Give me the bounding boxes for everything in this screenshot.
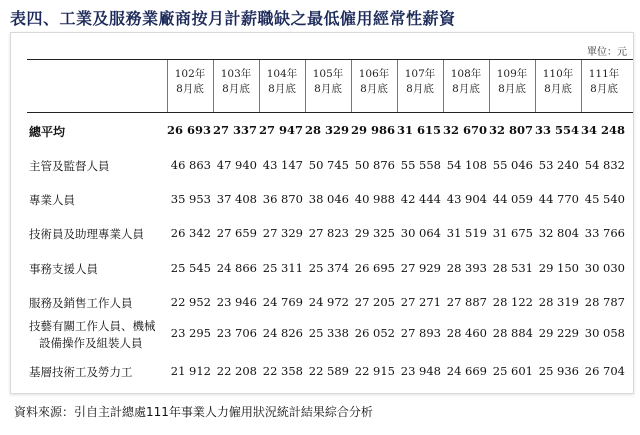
table-cell: 29 325 (354, 226, 395, 240)
table-title: 表四、工業及服務業廠商按月計薪職缺之最低僱用經常性薪資 (10, 9, 456, 28)
table-cell: 33 766 (584, 226, 625, 240)
salary-table (10, 32, 634, 394)
table-cell: 50 876 (354, 158, 395, 172)
table-cell: 30 058 (584, 326, 625, 340)
table-cell: 46 863 (170, 158, 211, 172)
table-cell: 26 342 (170, 226, 211, 240)
unit-label: 單位：元 (587, 47, 627, 58)
row-label (29, 318, 156, 352)
table-cell: 53 240 (538, 158, 579, 172)
table-cell: 28 329 (304, 123, 349, 137)
table-cell: 29 150 (538, 261, 579, 275)
table-cell: 30 064 (400, 226, 441, 240)
table-cell: 28 884 (492, 326, 533, 340)
row-label (29, 226, 144, 242)
table-cell: 45 540 (584, 192, 625, 206)
column-header: 103年 8月底 (220, 68, 252, 95)
table-cell: 23 295 (170, 326, 211, 340)
table-cell: 26 704 (584, 364, 625, 378)
table-cell: 24 826 (262, 326, 303, 340)
table-cell: 42 444 (400, 192, 441, 206)
row-label-line: 總平均 (29, 125, 66, 139)
table-cell: 47 940 (216, 158, 257, 172)
table-cell: 28 393 (446, 261, 487, 275)
table-cell: 23 948 (400, 364, 441, 378)
table-cell: 22 208 (216, 364, 257, 378)
row-label (29, 364, 133, 380)
row-label-line: 主管及監督人員 (29, 159, 110, 173)
row-label-line: 事務支援人員 (29, 262, 98, 276)
table-cell: 43 147 (262, 158, 303, 172)
table-cell: 24 972 (308, 295, 349, 309)
table-cell: 32 804 (538, 226, 579, 240)
row-label (29, 158, 110, 174)
table-cell: 35 953 (170, 192, 211, 206)
table-cell: 27 337 (212, 123, 257, 137)
header-rule (27, 112, 633, 113)
table-cell: 27 893 (400, 326, 441, 340)
table-cell: 27 271 (400, 295, 441, 309)
table-cell: 36 870 (262, 192, 303, 206)
column-header: 107年 8月底 (404, 68, 436, 95)
table-cell: 25 545 (170, 261, 211, 275)
column-header: 111年 8月底 (588, 68, 620, 95)
table-cell: 25 601 (492, 364, 533, 378)
column-header: 102年 8月底 (174, 68, 206, 95)
table-cell: 28 787 (584, 295, 625, 309)
table-cell: 25 374 (308, 261, 349, 275)
table-cell: 22 952 (170, 295, 211, 309)
table-cell: 25 936 (538, 364, 579, 378)
column-header: 110年 8月底 (542, 68, 574, 95)
table-cell: 24 769 (262, 295, 303, 309)
table-cell: 27 823 (308, 226, 349, 240)
table-cell: 27 887 (446, 295, 487, 309)
row-label-line: 技術員及助理專業人員 (29, 227, 144, 241)
row-label-line: 專業人員 (29, 193, 75, 207)
row-label-line: 設備操作及組裝人員 (39, 336, 143, 350)
table-cell: 40 988 (354, 192, 395, 206)
table-cell: 27 659 (216, 226, 257, 240)
table-cell: 28 122 (492, 295, 533, 309)
table-cell: 44 770 (538, 192, 579, 206)
table-cell: 37 408 (216, 192, 257, 206)
table-cell: 27 329 (262, 226, 303, 240)
table-cell: 22 358 (262, 364, 303, 378)
column-header: 105年 8月底 (312, 68, 344, 95)
row-label (29, 261, 98, 277)
table-cell: 30 030 (584, 261, 625, 275)
table-cell: 55 046 (492, 158, 533, 172)
row-label-line: 基層技術工及勞力工 (29, 365, 133, 379)
row-label (29, 123, 65, 140)
column-header: 109年 8月底 (496, 68, 528, 95)
table-cell: 27 205 (354, 295, 395, 309)
table-cell: 25 311 (262, 261, 303, 275)
column-header: 108年 8月底 (450, 68, 482, 95)
table-cell: 26 695 (354, 261, 395, 275)
table-cell: 27 947 (258, 123, 303, 137)
table-cell: 26 052 (354, 326, 395, 340)
table-cell: 34 248 (580, 123, 625, 137)
table-cell: 28 319 (538, 295, 579, 309)
source-note: 資料來源：引自主計總處111年事業人力僱用狀況統計結果綜合分析 (14, 405, 373, 419)
table-cell: 29 986 (350, 123, 395, 137)
table-cell: 54 832 (584, 158, 625, 172)
row-label (29, 295, 133, 311)
column-header: 104年 8月底 (266, 68, 298, 95)
table-cell: 31 519 (446, 226, 487, 240)
table-cell: 24 669 (446, 364, 487, 378)
table-cell: 32 807 (488, 123, 533, 137)
table-cell: 32 670 (442, 123, 487, 137)
table-cell: 29 229 (538, 326, 579, 340)
table-cell: 31 675 (492, 226, 533, 240)
table-cell: 23 706 (216, 326, 257, 340)
row-label (29, 192, 75, 208)
table-top-rule (27, 59, 633, 60)
table-cell: 22 915 (354, 364, 395, 378)
table-cell: 28 531 (492, 261, 533, 275)
table-cell: 43 904 (446, 192, 487, 206)
table-cell: 50 745 (308, 158, 349, 172)
table-cell: 38 046 (308, 192, 349, 206)
table-cell: 44 059 (492, 192, 533, 206)
column-header: 106年 8月底 (358, 68, 390, 95)
row-label-line: 技藝有關工作人員、機械 (29, 319, 156, 333)
table-cell: 23 946 (216, 295, 257, 309)
table-cell: 25 338 (308, 326, 349, 340)
table-cell: 54 108 (446, 158, 487, 172)
row-label-line: 服務及銷售工作人員 (29, 296, 133, 310)
table-cell: 22 589 (308, 364, 349, 378)
table-cell: 21 912 (170, 364, 211, 378)
table-cell: 26 693 (166, 123, 211, 137)
table-cell: 24 866 (216, 261, 257, 275)
table-cell: 28 460 (446, 326, 487, 340)
table-cell: 33 554 (534, 123, 579, 137)
table-cell: 31 615 (396, 123, 441, 137)
table-cell: 27 929 (400, 261, 441, 275)
table-cell: 55 558 (400, 158, 441, 172)
